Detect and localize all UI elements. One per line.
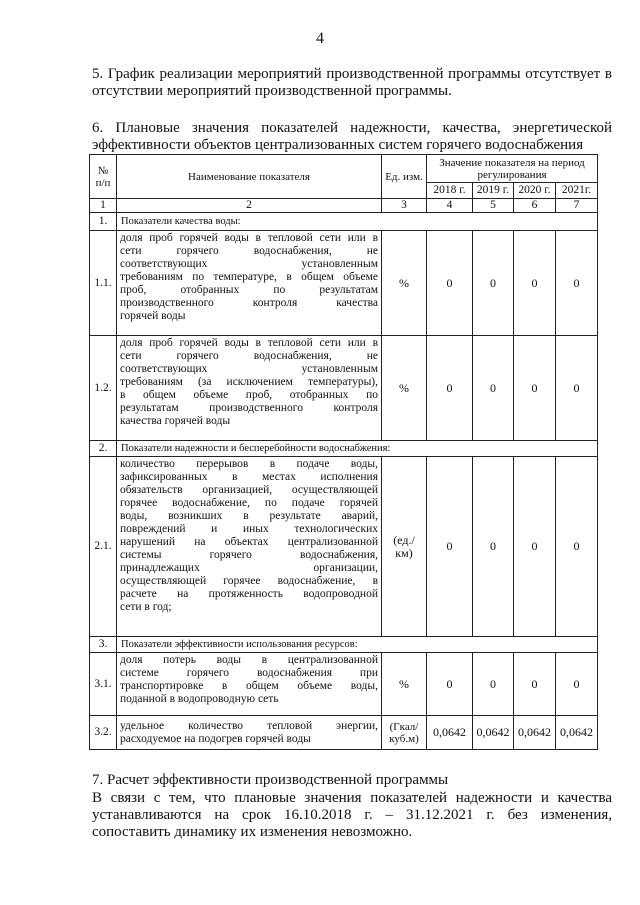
header-year-2019: 2019 г.: [473, 183, 514, 199]
col-number: 5: [473, 199, 514, 213]
section-7-title: 7. Расчет эффективности производственной программы: [92, 772, 449, 788]
desc-line: системе горячего водоснабжения при: [120, 667, 378, 679]
row-unit: %: [382, 653, 427, 716]
desc-line: в общем объеме проб, отобранных по: [120, 389, 378, 401]
section-num: 1.: [90, 213, 117, 231]
row-value: 0: [556, 653, 598, 716]
col-number: 2: [117, 199, 382, 213]
desc-line: повреждений и иных технологических: [120, 523, 378, 535]
table-row: [90, 457, 598, 637]
col-number: 4: [427, 199, 473, 213]
row-value: 0: [427, 653, 473, 716]
desc-line: принадлежащих организации,: [120, 562, 378, 574]
row-value: 0: [473, 231, 514, 336]
header-year-2020: 2020 г.: [514, 183, 556, 199]
desc-line: зафиксированных в местах исполнения: [120, 471, 378, 483]
section-title: Показатели эффективности использования ресурсов:: [117, 637, 598, 653]
row-value: 0: [556, 231, 598, 336]
section-7-paragraph: [92, 790, 612, 841]
section-5-line-1: 5. График реализации мероприятий производственной программы отсутствует в: [92, 66, 612, 82]
col-number: 7: [556, 199, 598, 213]
desc-line: горячей воды: [120, 310, 186, 322]
table-row: [90, 231, 598, 336]
row-value: 0,0642: [427, 716, 473, 750]
column-numbers-row: [90, 199, 598, 213]
row-value: 0: [473, 653, 514, 716]
row-num: 1.2.: [90, 336, 117, 441]
row-description: [117, 231, 382, 336]
section-7-line-3: сопоставить динамику их изменения невозможно.: [92, 824, 413, 840]
row-value: 0,0642: [514, 716, 556, 750]
table-row: [90, 653, 598, 716]
desc-line: сети горячего водоснабжения, не: [120, 245, 378, 257]
section-5-line-2: отсутствии мероприятий производственной программы.: [92, 83, 452, 99]
section-7-line-2: устанавливаются на срок 16.10.2018 г. – 31.12.2021 г. без изменения,: [92, 807, 612, 823]
row-num: 2.1.: [90, 457, 117, 637]
desc-line: осуществляющей горячее водоснабжение, в: [120, 575, 378, 587]
header-name: Наименование показателя: [117, 155, 382, 199]
desc-line: требованиям (за исключением температуры),: [120, 376, 378, 388]
row-num: 3.1.: [90, 653, 117, 716]
page-number: 4: [316, 30, 324, 47]
desc-line: доля проб горячей воды в тепловой сети или в: [120, 337, 378, 349]
col-number: 3: [382, 199, 427, 213]
row-value: 0: [556, 457, 598, 637]
section-title: Показатели надежности и бесперебойности водоснабжения:: [117, 441, 598, 457]
desc-line: соответствующих установленным: [120, 363, 378, 375]
desc-line: расчете на протяженность водопроводной: [120, 588, 378, 600]
desc-line: результатам производственного контроля: [120, 402, 378, 414]
desc-line: соответствующих установленным: [120, 258, 378, 270]
desc-line: удельное количество тепловой энергии,: [120, 719, 378, 732]
row-num: 1.1.: [90, 231, 117, 336]
row-value: 0: [514, 653, 556, 716]
row-num: 3.2.: [90, 716, 117, 750]
section-title: Показатели качества воды:: [117, 213, 598, 231]
desc-line: количество перерывов в подаче воды,: [120, 458, 378, 470]
row-description: [117, 336, 382, 441]
desc-line: воды, возникших в результате аварий,: [120, 510, 378, 522]
row-unit: %: [382, 231, 427, 336]
header-year-2021: 2021г.: [556, 183, 598, 199]
desc-line: системы горячего водоснабжения,: [120, 549, 378, 561]
row-value: 0: [514, 457, 556, 637]
header-unit: Ед. изм.: [382, 155, 427, 199]
desc-line: сети горячего водоснабжения, не: [120, 350, 378, 362]
section-7-line-1: В связи с тем, что плановые значения показателей надежности и качества: [92, 790, 612, 806]
section-6-heading: [92, 120, 612, 154]
row-description: [117, 716, 382, 750]
row-unit: (ед./ км): [382, 457, 427, 637]
row-value: 0,0642: [556, 716, 598, 750]
section-num: 3.: [90, 637, 117, 653]
row-value: 0: [427, 336, 473, 441]
row-value: 0: [473, 336, 514, 441]
desc-line: нарушений на объектах централизованной: [120, 536, 378, 548]
row-value: 0: [556, 336, 598, 441]
section-row: [90, 441, 598, 457]
desc-line: сети в год;: [120, 601, 172, 613]
desc-line: проб, отобранных по результатам: [120, 284, 378, 296]
row-description: [117, 653, 382, 716]
section-row: [90, 637, 598, 653]
section-5-paragraph: [92, 66, 612, 100]
desc-line: транспортировке в общем объеме воды,: [120, 680, 378, 692]
desc-line: поданной в водопроводную сеть: [120, 693, 279, 705]
col-number: 6: [514, 199, 556, 213]
row-value: 0: [514, 336, 556, 441]
row-value: 0,0642: [473, 716, 514, 750]
row-value: 0: [427, 457, 473, 637]
table-row: [90, 336, 598, 441]
desc-line: требованиям по температуре, в общем объеме: [120, 271, 378, 283]
desc-line: производственного контроля качества: [120, 297, 378, 309]
section-6-line-1: 6. Плановые значения показателей надежности, качества, энергетической: [92, 120, 612, 136]
desc-line: расходуемое на подогрев горячей воды: [120, 732, 311, 745]
header-year-2018: 2018 г.: [427, 183, 473, 199]
indicators-table: [89, 154, 598, 750]
row-value: 0: [427, 231, 473, 336]
desc-line: доля потерь воды в централизованной: [120, 654, 378, 666]
header-num: № п/п: [90, 155, 117, 199]
section-num: 2.: [90, 441, 117, 457]
desc-line: горячее водоснабжение, по подаче горячей: [120, 497, 378, 509]
header-period: Значение показателя на период регулирования: [427, 155, 598, 183]
row-unit: (Гкал/ куб.м): [382, 716, 427, 750]
row-value: 0: [473, 457, 514, 637]
desc-line: обязательств организацией, осуществляющей: [120, 484, 378, 496]
section-6-line-2: эффективности объектов централизованных систем горячего водоснабжения: [92, 137, 584, 153]
row-value: 0: [514, 231, 556, 336]
desc-line: доля проб горячей воды в тепловой сети или в: [120, 232, 378, 244]
table-row: [90, 716, 598, 750]
section-row: [90, 213, 598, 231]
desc-line: качества горячей воды: [120, 415, 231, 427]
row-unit: %: [382, 336, 427, 441]
row-description: [117, 457, 382, 637]
col-number: 1: [90, 199, 117, 213]
